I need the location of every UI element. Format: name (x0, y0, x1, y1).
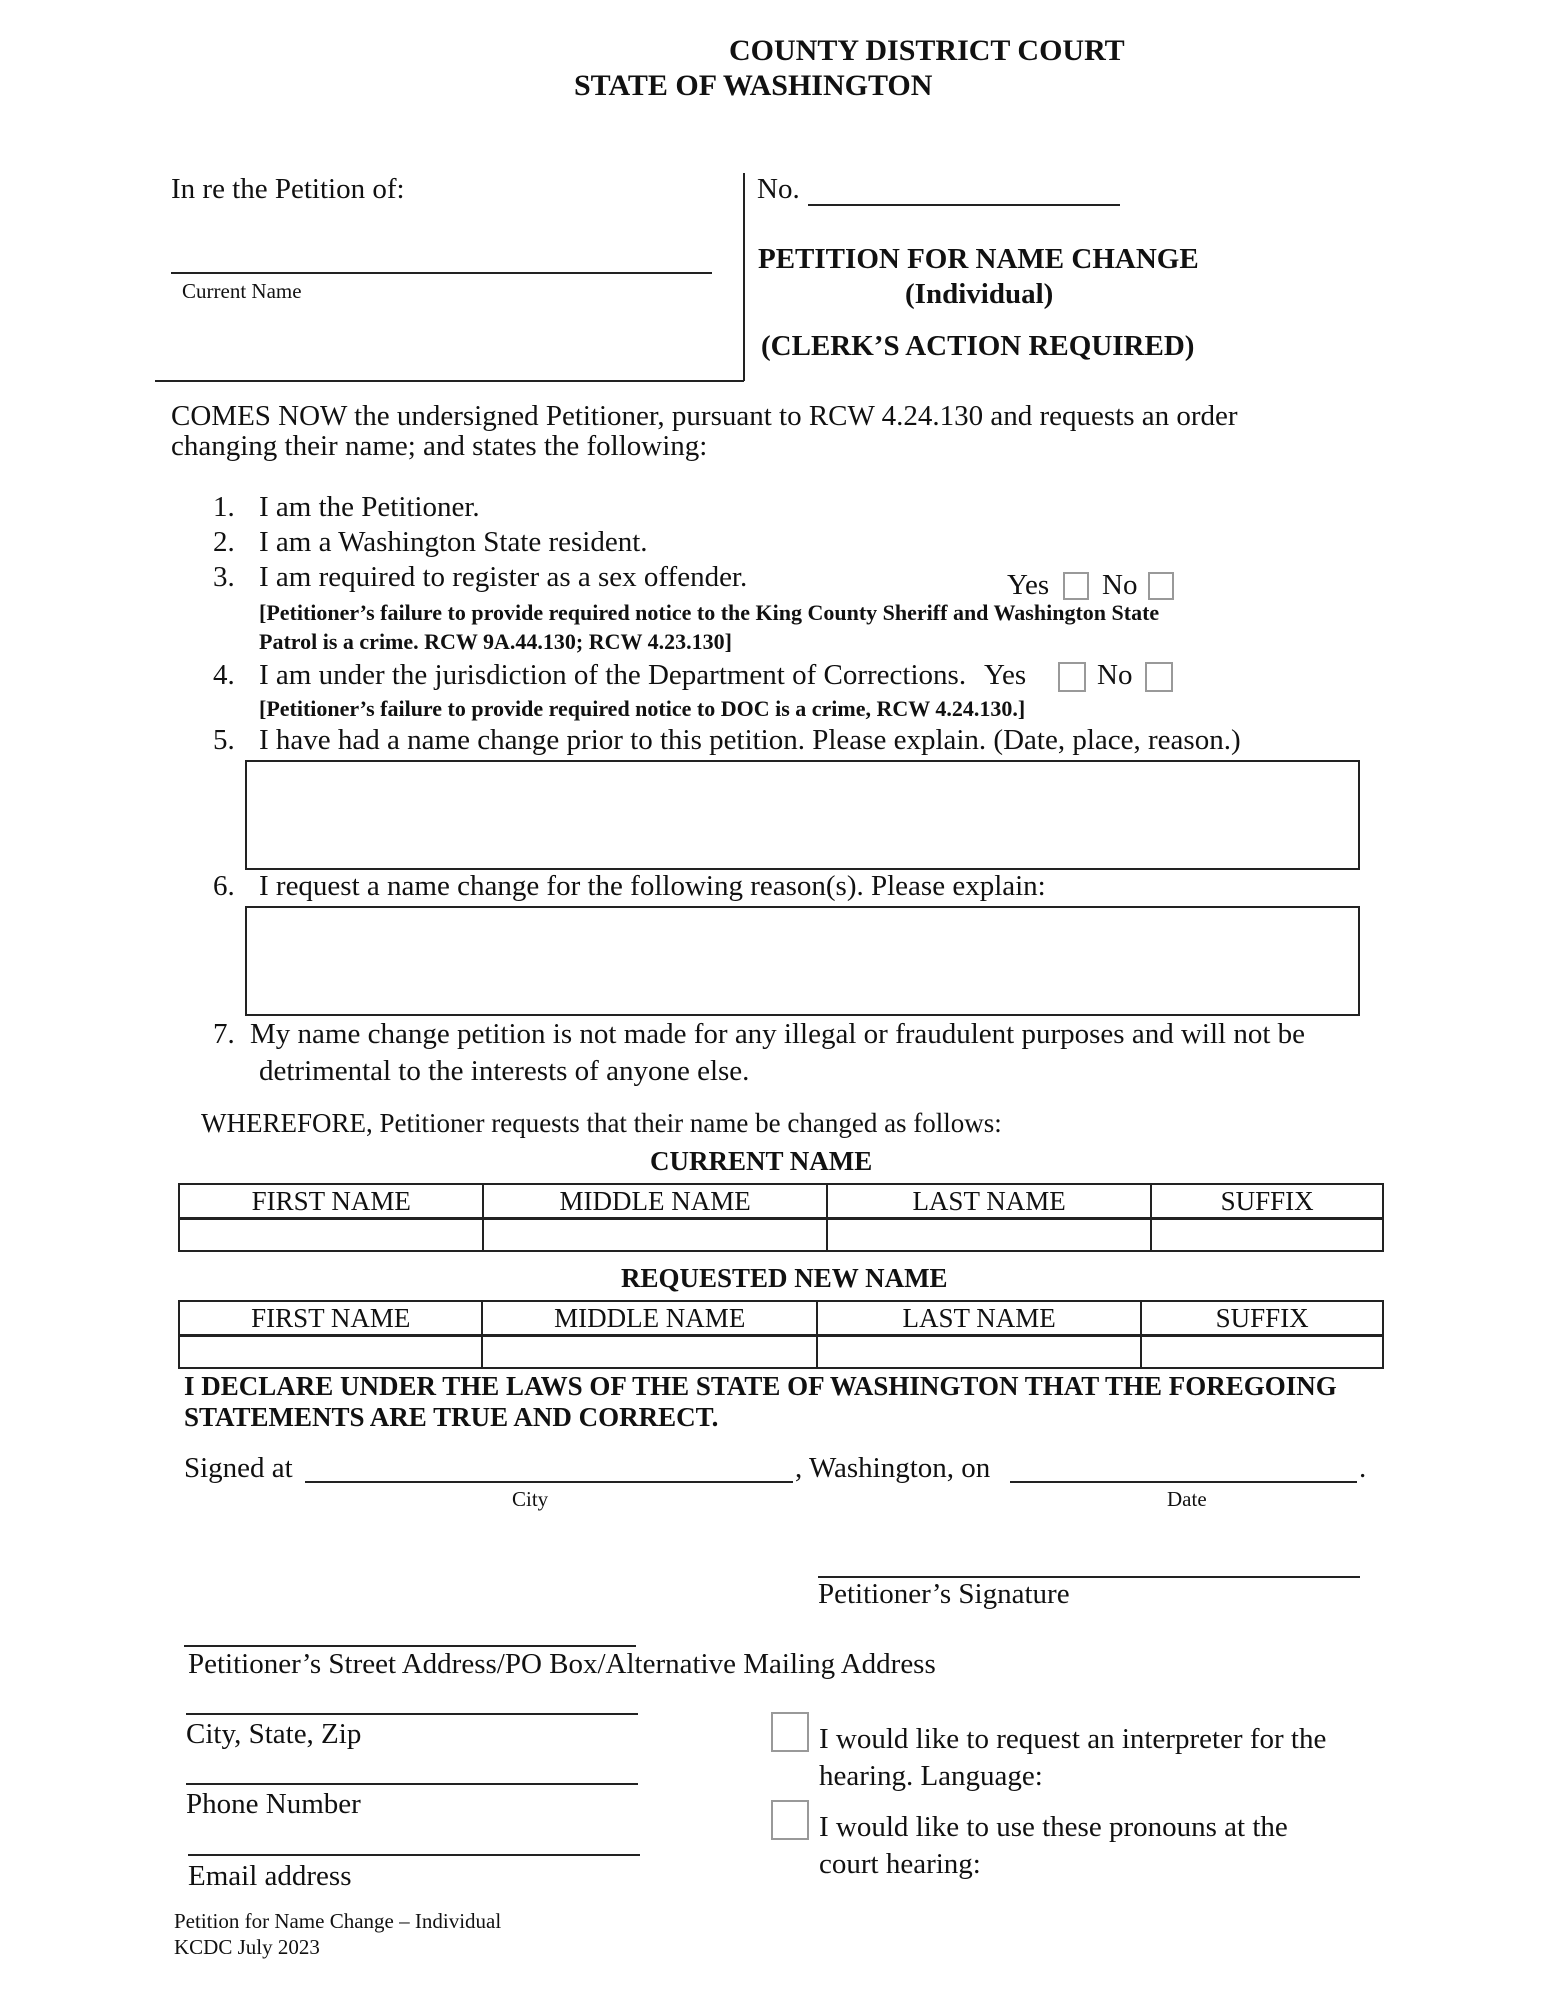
address-label: Petitioner’s Street Address/PO Box/Alternative Mailing Address (188, 1648, 936, 1680)
column-header: MIDDLE NAME (482, 1301, 816, 1336)
doc-no-checkbox[interactable] (1145, 662, 1173, 692)
intro-line-1: COMES NOW the undersigned Petitioner, pursuant to RCW 4.24.130 and requests an order (171, 400, 1238, 432)
statement-text: I have had a name change prior to this petition. Please explain. (Date, place, reason.) (259, 724, 1241, 756)
caption-bottom-border (155, 380, 744, 382)
statement-number: 3. (213, 561, 235, 593)
current-first-name-cell[interactable] (179, 1219, 483, 1252)
table-header-row (179, 1184, 1383, 1219)
statement-note: [Petitioner’s failure to provide required notice to DOC is a crime, RCW 4.24.130.] (259, 696, 1026, 721)
signature-label: Petitioner’s Signature (818, 1578, 1070, 1610)
new-middle-name-cell[interactable] (482, 1336, 816, 1369)
sex-offender-no-checkbox[interactable] (1148, 572, 1174, 600)
address-line[interactable] (184, 1645, 636, 1647)
column-header: MIDDLE NAME (483, 1184, 826, 1219)
doc-yes-checkbox[interactable] (1058, 662, 1086, 692)
date-label: Date (1167, 1487, 1207, 1511)
pronouns-text-line-1: I would like to use these pronouns at the (819, 1811, 1288, 1843)
intro-line-2: changing their name; and states the following: (171, 430, 708, 462)
column-header: FIRST NAME (179, 1301, 482, 1336)
table-row (179, 1219, 1383, 1252)
phone-label: Phone Number (186, 1788, 361, 1820)
doc-yes-label: Yes (984, 659, 1027, 691)
doc-no-label: No (1097, 659, 1133, 691)
sex-offender-no-label: No (1102, 569, 1138, 601)
column-header: SUFFIX (1141, 1301, 1383, 1336)
statement-note: [Petitioner’s failure to provide required notice to the King County Sheriff and Washington State (259, 600, 1160, 625)
statement-number: 2. (213, 526, 235, 558)
wherefore-text: WHEREFORE, Petitioner requests that their name be changed as follows: (201, 1108, 1002, 1138)
case-number-label: No. (757, 173, 800, 205)
current-name-table (178, 1183, 1384, 1252)
city-state-zip-line[interactable] (186, 1713, 638, 1715)
table-header-row (179, 1301, 1383, 1336)
petition-subtitle: (Individual) (905, 278, 1054, 310)
statement-number: 6. (213, 870, 235, 902)
statement-note: Patrol is a crime. RCW 9A.44.130; RCW 4.23.130] (259, 629, 732, 654)
new-last-name-cell[interactable] (817, 1336, 1141, 1369)
statement-number: 7. (213, 1018, 235, 1050)
statement-text: I am a Washington State resident. (259, 526, 648, 558)
name-change-reason-textbox[interactable] (245, 906, 1360, 1016)
statement-text: I am under the jurisdiction of the Department of Corrections. (259, 659, 967, 691)
statement-text: I am the Petitioner. (259, 491, 480, 523)
declaration-line-2: STATEMENTS ARE TRUE AND CORRECT. (184, 1402, 719, 1432)
statement-text: I request a name change for the following reason(s). Please explain: (259, 870, 1046, 902)
statement-number: 5. (213, 724, 235, 756)
statement-text: My name change petition is not made for any illegal or fraudulent purposes and will not be (250, 1018, 1306, 1050)
column-header: SUFFIX (1151, 1184, 1383, 1219)
in-re-label: In re the Petition of: (171, 173, 405, 205)
new-name-table-title: REQUESTED NEW NAME (621, 1263, 948, 1293)
current-name-label: Current Name (182, 279, 302, 303)
city-label: City (512, 1487, 549, 1511)
state-name: STATE OF WASHINGTON (574, 69, 933, 102)
caption-divider (743, 173, 745, 381)
current-suffix-cell[interactable] (1151, 1219, 1383, 1252)
interpreter-text-line-1: I would like to request an interpreter for the (819, 1723, 1327, 1755)
pronouns-text-line-2: court hearing: (819, 1848, 981, 1880)
court-name: COUNTY DISTRICT COURT (729, 34, 1125, 67)
table-row (179, 1336, 1383, 1369)
email-label: Email address (188, 1860, 352, 1892)
sex-offender-yes-checkbox[interactable] (1063, 572, 1089, 600)
interpreter-text-line-2: hearing. Language: (819, 1760, 1043, 1792)
footer-form-version: KCDC July 2023 (174, 1935, 320, 1959)
statement-text: detrimental to the interests of anyone else. (259, 1055, 750, 1087)
phone-line[interactable] (186, 1783, 638, 1785)
new-first-name-cell[interactable] (179, 1336, 482, 1369)
current-middle-name-cell[interactable] (483, 1219, 826, 1252)
statement-number: 1. (213, 491, 235, 523)
current-name-table-title: CURRENT NAME (650, 1146, 873, 1176)
city-line[interactable] (305, 1481, 793, 1483)
washington-on-label: , Washington, on (795, 1452, 991, 1484)
column-header: LAST NAME (817, 1301, 1141, 1336)
signing-period: . (1359, 1452, 1367, 1484)
signed-at-label: Signed at (184, 1452, 293, 1484)
sex-offender-yes-label: Yes (1007, 569, 1050, 601)
new-name-table (178, 1300, 1384, 1369)
email-line[interactable] (188, 1854, 640, 1856)
prior-name-change-textbox[interactable] (245, 760, 1360, 870)
current-name-line[interactable] (171, 272, 712, 274)
city-state-zip-label: City, State, Zip (186, 1718, 362, 1750)
statement-number: 4. (213, 659, 235, 691)
interpreter-checkbox[interactable] (771, 1712, 809, 1752)
clerk-action-label: (CLERK’S ACTION REQUIRED) (761, 330, 1195, 362)
declaration-line-1: I DECLARE UNDER THE LAWS OF THE STATE OF WASHINGTON THAT THE FOREGOING (184, 1371, 1337, 1401)
column-header: LAST NAME (827, 1184, 1151, 1219)
case-number-line[interactable] (808, 204, 1120, 206)
new-suffix-cell[interactable] (1141, 1336, 1383, 1369)
date-line[interactable] (1010, 1481, 1357, 1483)
pronouns-checkbox[interactable] (771, 1800, 809, 1840)
petition-title: PETITION FOR NAME CHANGE (758, 243, 1199, 275)
footer-form-name: Petition for Name Change – Individual (174, 1909, 502, 1933)
statement-text: I am required to register as a sex offender. (259, 561, 748, 593)
column-header: FIRST NAME (179, 1184, 483, 1219)
current-last-name-cell[interactable] (827, 1219, 1151, 1252)
